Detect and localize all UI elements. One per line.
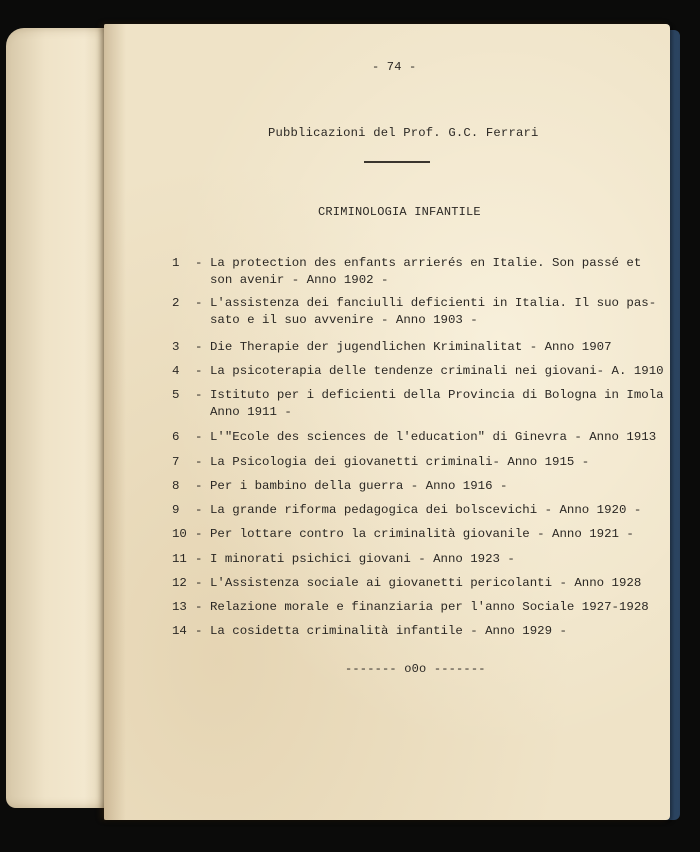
item-dash: - — [195, 479, 203, 493]
section-title: CRIMINOLOGIA INFANTILE — [318, 205, 481, 219]
typed-page — [104, 24, 670, 820]
item-dash: - — [195, 600, 203, 614]
item-number: 13 — [172, 600, 187, 614]
item-dash: - — [195, 552, 203, 566]
item-dash: - — [195, 364, 203, 378]
item-text-line: La cosidetta criminalità infantile - Anno 1929 - — [210, 624, 567, 638]
end-mark: ------- o0o ------- — [345, 662, 486, 676]
item-number: 5 — [172, 388, 180, 402]
item-number: 2 — [172, 296, 180, 310]
item-text-line: Relazione morale e finanziaria per l'anno Sociale 1927-1928 — [210, 600, 649, 614]
item-text-line: La psicoterapia delle tendenze criminali nei giovani- A. 1910 — [210, 364, 664, 378]
item-text-line: Per lottare contro la criminalità giovanile - Anno 1921 - — [210, 527, 634, 541]
item-text-line: Anno 1911 - — [210, 405, 292, 419]
item-dash: - — [195, 388, 203, 402]
item-number: 1 — [172, 256, 180, 270]
item-number: 10 — [172, 527, 187, 541]
item-number: 6 — [172, 430, 180, 444]
item-text-line: Istituto per i deficienti della Provincia di Bologna in Imola — [210, 388, 664, 402]
item-dash: - — [195, 256, 203, 270]
item-dash: - — [195, 624, 203, 638]
item-text-line: La protection des enfants arrierés en Italie. Son passé et — [210, 256, 642, 270]
item-text-line: L'assistenza dei fanciulli deficienti in Italia. Il suo pas- — [210, 296, 657, 310]
left-page-edge — [6, 28, 118, 808]
item-dash: - — [195, 430, 203, 444]
item-text-line: L'"Ecole des sciences de l'education" di Ginevra - Anno 1913 — [210, 430, 657, 444]
item-dash: - — [195, 503, 203, 517]
item-text-line: Per i bambino della guerra - Anno 1916 - — [210, 479, 508, 493]
item-text-line: La grande riforma pedagogica dei bolscevichi - Anno 1920 - — [210, 503, 642, 517]
item-number: 9 — [172, 503, 180, 517]
item-number: 3 — [172, 340, 180, 354]
item-dash: - — [195, 340, 203, 354]
item-dash: - — [195, 576, 203, 590]
item-dash: - — [195, 527, 203, 541]
item-text-line: L'Assistenza sociale ai giovanetti pericolanti - Anno 1928 — [210, 576, 642, 590]
page-heading: Pubblicazioni del Prof. G.C. Ferrari — [268, 126, 539, 140]
heading-underline — [364, 161, 430, 163]
item-text-line: Die Therapie der jugendlichen Kriminalitat - Anno 1907 — [210, 340, 612, 354]
item-text-line: La Psicologia dei giovanetti criminali- Anno 1915 - — [210, 455, 590, 469]
item-number: 12 — [172, 576, 187, 590]
item-number: 14 — [172, 624, 187, 638]
item-dash: - — [195, 455, 203, 469]
item-number: 11 — [172, 552, 187, 566]
item-text-line: son avenir - Anno 1902 - — [210, 273, 389, 287]
item-number: 7 — [172, 455, 180, 469]
item-number: 8 — [172, 479, 180, 493]
item-dash: - — [195, 296, 203, 310]
item-text-line: sato e il suo avvenire - Anno 1903 - — [210, 313, 478, 327]
item-number: 4 — [172, 364, 180, 378]
item-text-line: I minorati psichici giovani - Anno 1923 - — [210, 552, 515, 566]
page-number: - 74 - — [372, 60, 417, 74]
